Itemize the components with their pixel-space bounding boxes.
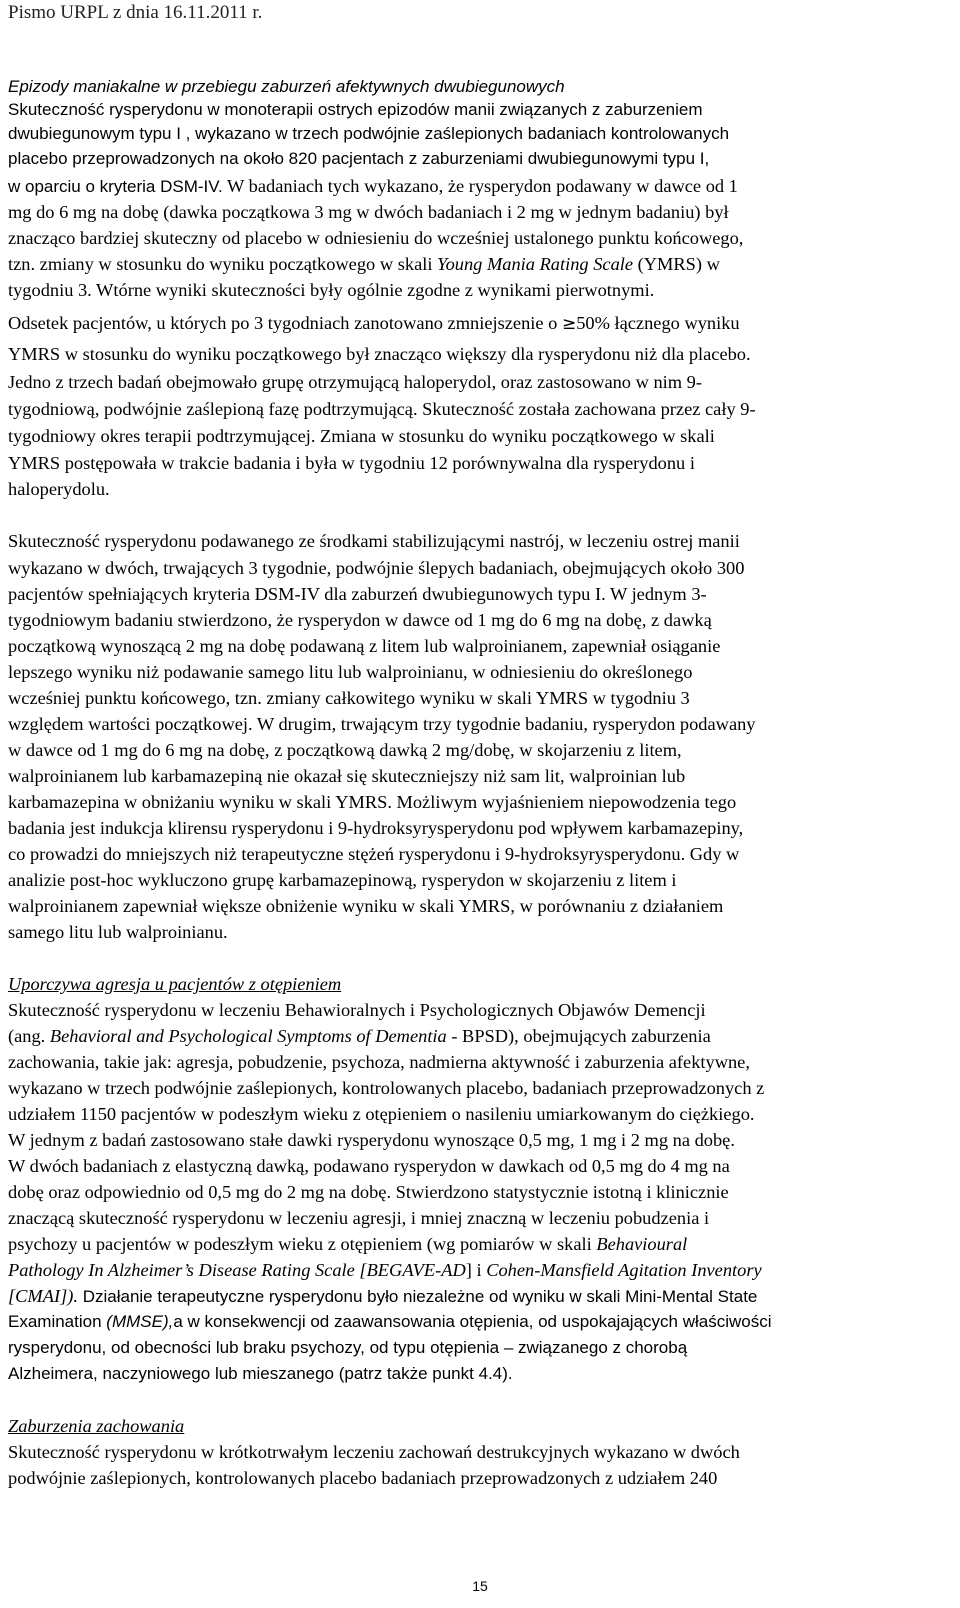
text-line: tygodniowy okres terapii podtrzymującej. Zmiana w stosunku do wyniku początkowego w skali — [8, 426, 715, 446]
text-line — [8, 1259, 762, 1281]
text-line: wykazano w trzech podwójnie zaślepionych, kontrolowanych placebo, badaniach przeprowadzonych z — [8, 1078, 765, 1098]
page-header: Pismo URPL z dnia 16.11.2011 r. — [8, 2, 263, 23]
text-line: lepszego wyniku niż podawanie samego litu lub walproinianu, w odniesieniu do określonego — [8, 662, 693, 682]
text-span: - BPSD), obejmujących zaburzenia — [446, 1026, 711, 1046]
text-line: mg do 6 mg na dobę (dawka początkowa 3 mg w dwóch badaniach i 2 mg w jednym badaniu) był — [8, 202, 729, 222]
text-line — [8, 1025, 711, 1047]
text-span: a w konsekwencji od zaawansowania otępienia, od uspokajających właściwości — [173, 1312, 772, 1331]
text-line: znacząco bardziej skuteczny od placebo w odniesieniu do wcześniej ustalonego punktu końcowego, — [8, 228, 744, 248]
text-span: W badaniach tych wykazano, że rysperydon podawany w dawce od 1 — [222, 176, 738, 196]
section-heading-bipolar: Epizody maniakalne w przebiegu zaburzeń afektywnych dwubiegunowych — [8, 77, 565, 96]
text-line: rysperydonu, od obecności lub braku psychozy, od typu otępienia – związanego z chorobą — [8, 1338, 688, 1357]
text-line: zachowania, takie jak: agresja, pobudzenie, psychoza, nadmierna aktywność i zaburzenia afektywne, — [8, 1052, 750, 1072]
text-line: samego litu lub walproinianu. — [8, 922, 228, 942]
text-line: dobę oraz odpowiednio od 0,5 mg do 2 mg na dobę. Stwierdzono statystycznie istotną i klinicznie — [8, 1182, 729, 1202]
text-line: Skuteczność rysperydonu w leczeniu Behawioralnych i Psychologicznych Objawów Demencji — [8, 1000, 706, 1020]
text-span: Odsetek pacjentów, u których po 3 tygodniach zanotowano zmniejszenie o — [8, 313, 562, 333]
scale-abbrev: [CMAI]). — [8, 1286, 78, 1306]
text-line: tygodniową, podwójnie zaślepioną fazę podtrzymującą. Skuteczność została zachowana przez cały 9- — [8, 399, 756, 419]
text-line: Skuteczność rysperydonu podawanego ze środkami stabilizującymi nastrój, w leczeniu ostrej manii — [8, 531, 740, 551]
text-span: Działanie terapeutyczne rysperydonu było niezależne od wyniku w skali Mini-Mental State — [77, 1287, 758, 1306]
text-line: wcześniej punktu końcowego, tzn. zmiany całkowitego wyniku w skali YMRS w tygodniu 3 — [8, 688, 690, 708]
text-line: YMRS w stosunku do wyniku początkowego był znacząco większy dla rysperydonu niż dla placebo. — [8, 344, 751, 364]
text-line: Skuteczność rysperydonu w monoterapii ostrych epizodów manii związanych z zaburzeniem — [8, 100, 703, 119]
text-line: co prowadzi do mniejszych niż terapeutyczne stężeń rysperydonu i 9-hydroksyrysperydonu. Gdy w — [8, 844, 740, 864]
text-line: Jedno z trzech badań obejmowało grupę otrzymującą haloperydol, oraz zastosowano w nim 9- — [8, 372, 703, 392]
page-number: 15 — [472, 1578, 488, 1594]
text-line: karbamazepina w obniżaniu wyniku w skali YMRS. Możliwym wyjaśnieniem niepowodzenia tego — [8, 792, 737, 812]
text-line: dwubiegunowym typu I , wykazano w trzech podwójnie zaślepionych badaniach kontrolowanych — [8, 124, 730, 143]
text-line: w dawce od 1 mg do 6 mg na dobę, z początkową dawką 2 mg/dobę, w skojarzeniu z litem, — [8, 740, 682, 760]
text-line: haloperydolu. — [8, 479, 110, 499]
text-line: względem wartości początkowej. W drugim, trwającym trzy tygodnie badaniu, rysperydon podawany — [8, 714, 756, 734]
text-line — [8, 1233, 687, 1255]
text-line: tygodniowym badaniu stwierdzono, że rysperydon w dawce od 1 mg do 6 mg na dobę, z dawką — [8, 610, 712, 630]
section-heading-dementia: Uporczywa agresja u pacjentów z otępieniem — [8, 974, 342, 994]
text-span: ] i — [465, 1260, 487, 1280]
text-line: W jednym z badań zastosowano stałe dawki rysperydonu wynoszące 0,5 mg, 1 mg i 2 mg na dobę. — [8, 1130, 735, 1150]
section-heading-behavior: Zaburzenia zachowania — [8, 1416, 185, 1436]
text-line: udziałem 1150 pacjentów w podeszłym wieku z otępieniem o nasileniu umiarkowanym do ciężkiego. — [8, 1104, 755, 1124]
text-line: Skuteczność rysperydonu w krótkotrwałym leczeniu zachowań destrukcyjnych wykazano w dwóch — [8, 1442, 740, 1462]
text-line: pacjentów spełniających kryteria DSM-IV dla zaburzeń dwubiegunowych typu I. W jednym 3- — [8, 584, 707, 604]
scale-name: Behavioural — [596, 1234, 688, 1254]
text-line: analizie post-hoc wykluczono grupę karbamazepinową, rysperydon w skojarzeniu z litem i — [8, 870, 677, 890]
text-line: walproinianem zapewniał większe obniżenie wyniku w skali YMRS, w porównaniu z działaniem — [8, 896, 724, 916]
term-english: Behavioral and Psychological Symptoms of Dementia — [49, 1026, 447, 1046]
scale-name: Pathology In Alzheimer’s Disease Rating Scale [BEGAVE-AD — [8, 1260, 466, 1280]
text-line: Alzheimera, naczyniowego lub mieszanego (patrz także punkt 4.4). — [8, 1364, 513, 1383]
text-line — [8, 1285, 757, 1308]
scale-name: Young Mania Rating Scale — [437, 254, 634, 274]
text-span: 50% łącznego wyniku — [576, 313, 740, 333]
text-span: tzn. zmiany w stosunku do wyniku początkowego w skali — [8, 254, 438, 274]
scale-name: Cohen-Mansfield Agitation Inventory — [486, 1260, 762, 1280]
text-line — [8, 175, 738, 198]
text-span: psychozy u pacjentów w podeszłym wieku z otępieniem (wg pomiarów w skali — [8, 1234, 597, 1254]
text-span: (YMRS) w — [633, 254, 720, 274]
text-line — [8, 312, 740, 335]
text-line: tygodniu 3. Wtórne wyniki skuteczności były ogólnie zgodne z wynikami pierwotnymi. — [8, 280, 655, 300]
text-line: początkową wynoszącą 2 mg na dobę podawaną z litem lub walproinianem, zapewniał osiąganie — [8, 636, 721, 656]
text-line: znaczącą skuteczność rysperydonu w leczeniu agresji, i mniej znaczną w leczeniu pobudzenia i — [8, 1208, 710, 1228]
text-line — [8, 253, 720, 275]
text-line: badania jest indukcja klirensu rysperydonu i 9-hydroksyrysperydonu pod wpływem karbamazepiny, — [8, 818, 744, 838]
text-line: podwójnie zaślepionych, kontrolowanych placebo badaniach przeprowadzonych z udziałem 240 — [8, 1468, 718, 1488]
text-line: W dwóch badaniach z elastyczną dawką, podawano rysperydon w dawkach od 0,5 mg do 4 mg na — [8, 1156, 730, 1176]
greater-equal-symbol: ≥ — [561, 314, 577, 334]
text-line: placebo przeprowadzonych na około 820 pacjentach z zaburzeniami dwubiegunowymi typu I, — [8, 149, 710, 168]
text-span: Examination — [8, 1312, 107, 1331]
scale-abbrev: (MMSE), — [106, 1312, 174, 1331]
text-span: (ang. — [8, 1026, 50, 1046]
text-line: walproinianem lub karbamazepiną nie okazał się skuteczniejszy niż sam lit, walproinian lub — [8, 766, 686, 786]
text-line — [8, 1311, 772, 1333]
text-span: w oparciu o kryteria DSM-IV. — [8, 177, 223, 196]
text-line: YMRS postępowała w trakcie badania i była w tygodniu 12 porównywalna dla rysperydonu i — [8, 453, 695, 473]
text-line: wykazano w dwóch, trwających 3 tygodnie, podwójnie ślepych badaniach, obejmujących około 300 — [8, 558, 745, 578]
